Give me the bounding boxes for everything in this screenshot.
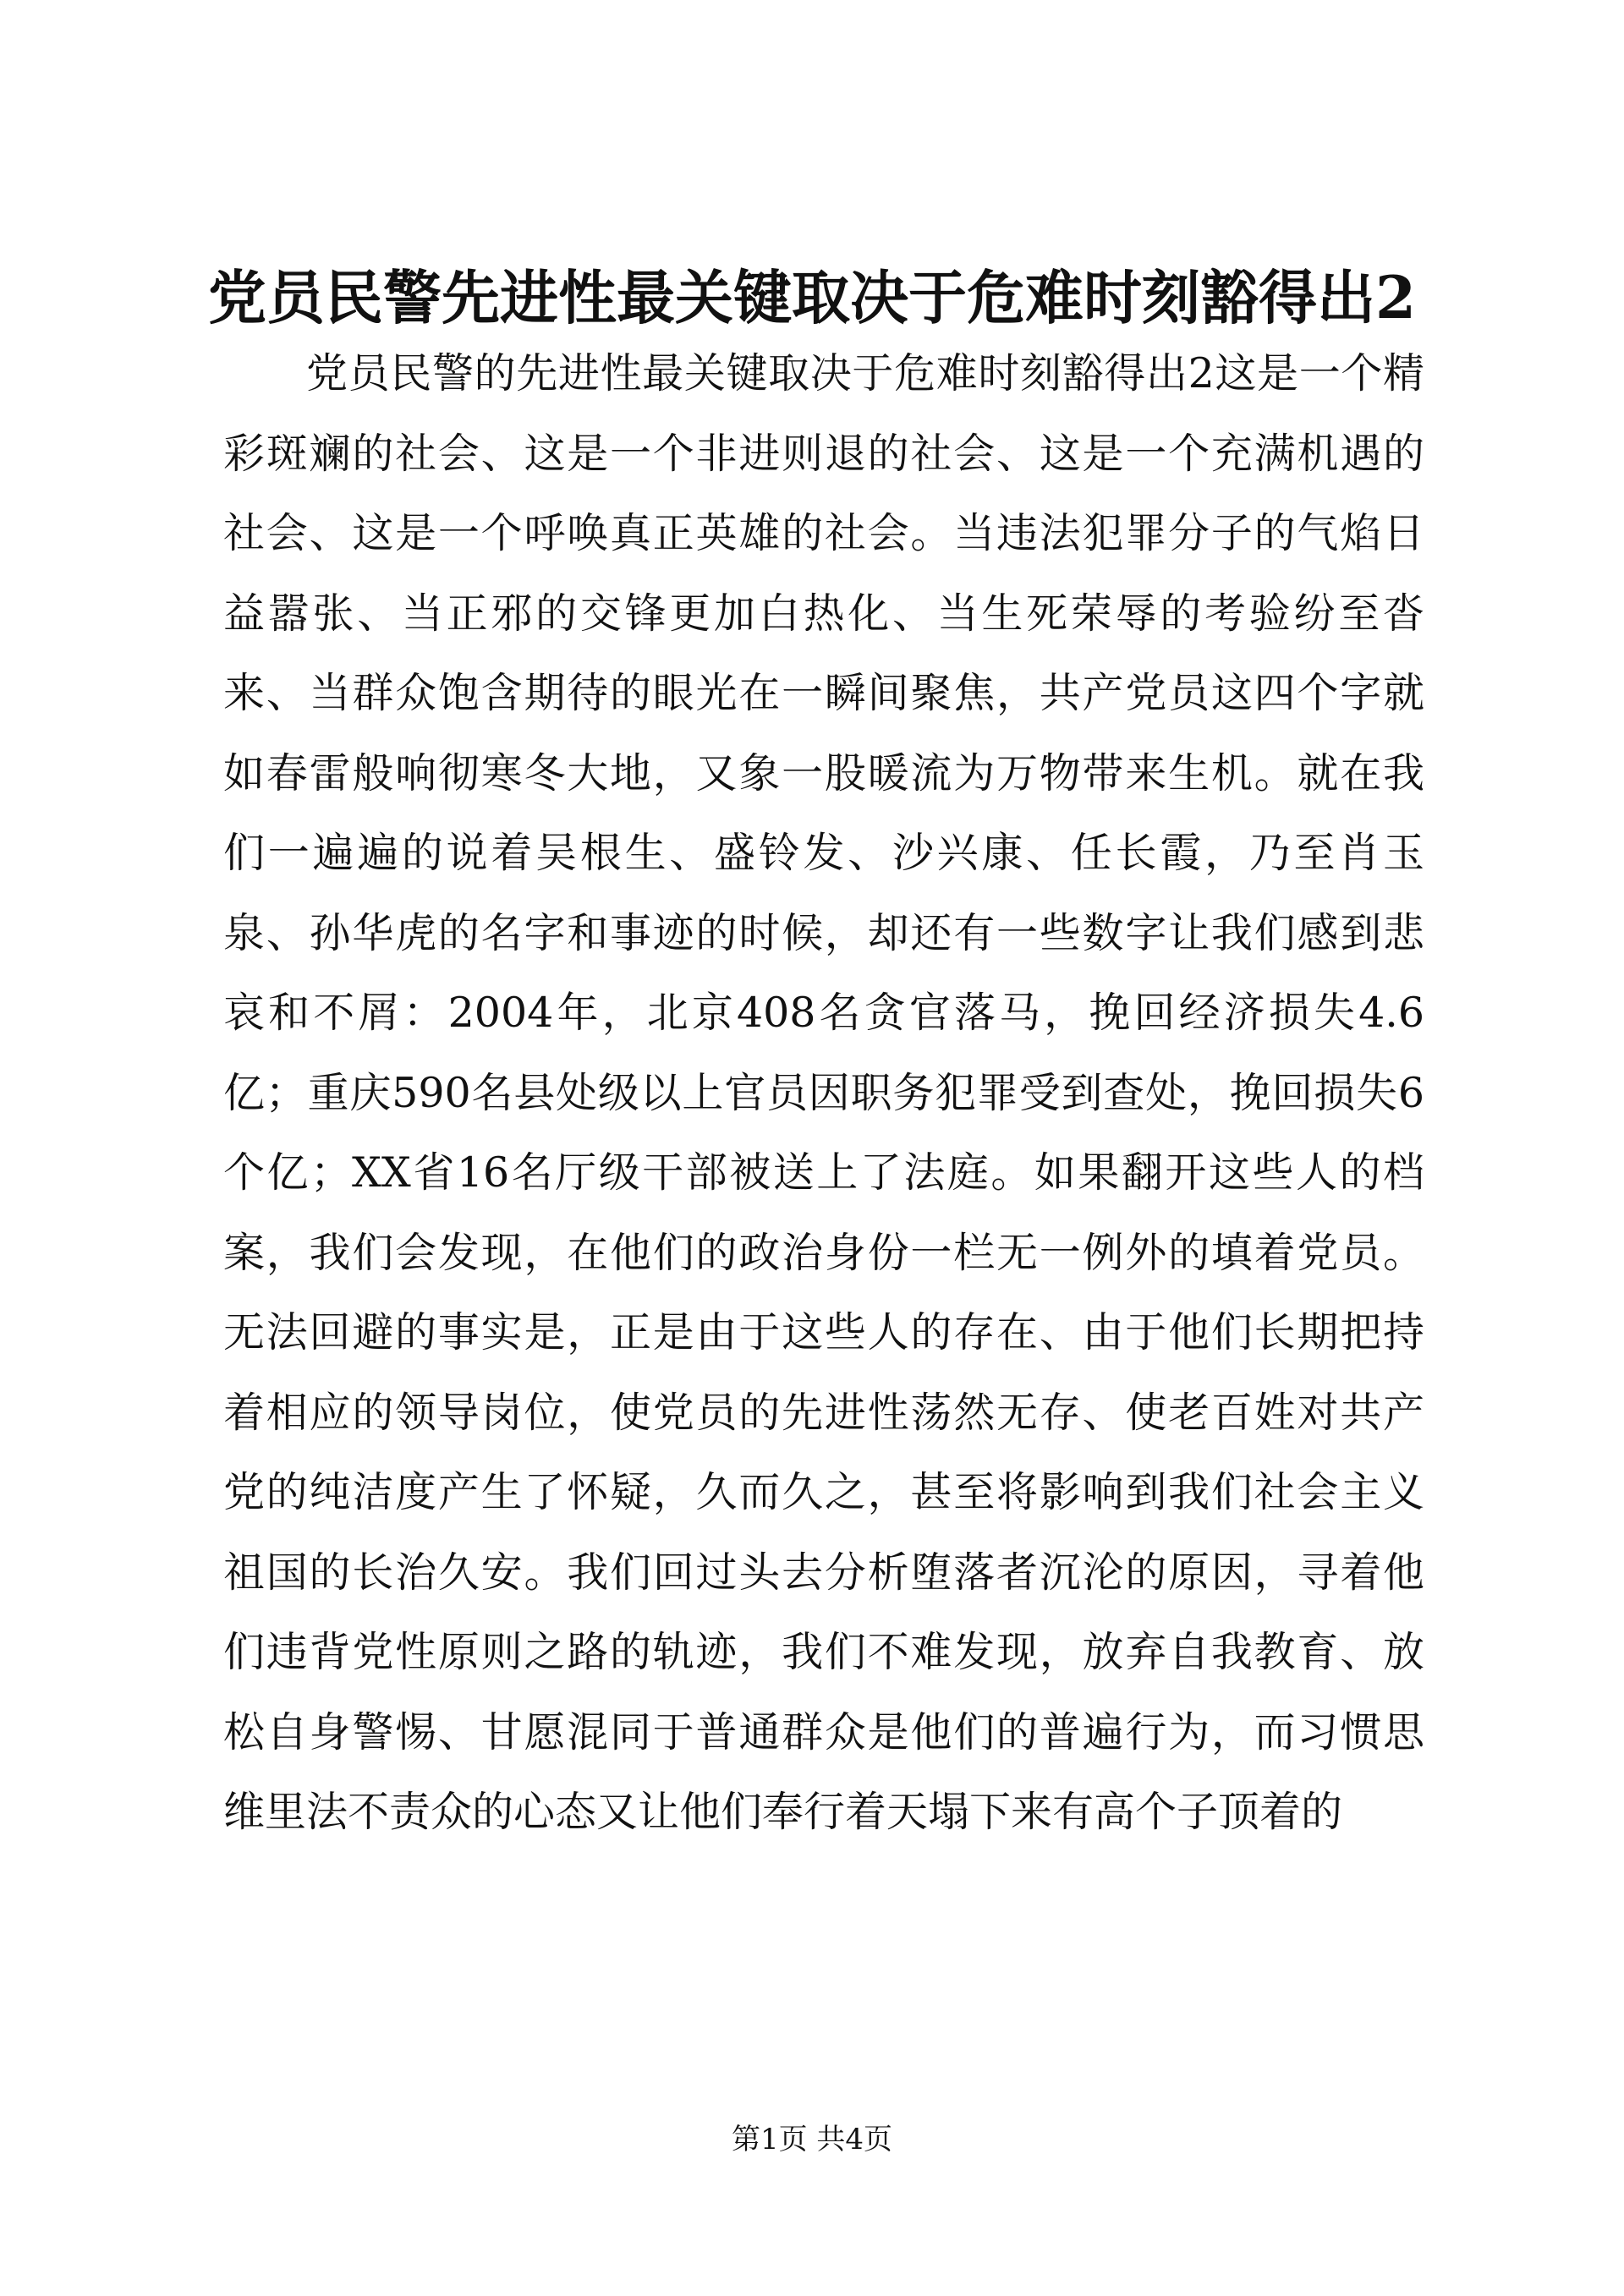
page-number-footer: 第1页 共4页 <box>731 2123 893 2156</box>
body-paragraph: 党员民警的先进性最关键取决于危难时刻豁得出2这是一个精彩斑斓的社会、这是一个非进则退的社会、这是一个充满机遇的社会、这是一个呼唤真正英雄的社会。当违法犯罪分子的气焰日益嚣张、当正邪的交锋更加白热化、当生死荣辱的考验纷至沓来、当群众饱含期待的眼光在一瞬间聚焦，共产党员这四个字就如春雷般响彻寒冬大地，又象一股暖流为万物带来生机。就在我们一遍遍的说着吴根生、盛铃发、沙兴康、任长霞，乃至肖玉泉、孙华虎的名字和事迹的时候，却还有一些数字让我们感到悲哀和不屑：2004年，北京408名贪官落马，挽回经济损失4.6亿；重庆590名县处级以上官员因职务犯罪受到查处，挽回损失6个亿；XX省16名厅级干部被送上了法庭。如果翻开这些人的档案，我们会发现，在他们的政治身份一栏无一例外的填着党员。无法回避的事实是，正是由于这些人的存在、由于他们长期把持着相应的领导岗位，使党员的先进性荡然无存、使老百姓对共产党的纯洁度产生了怀疑，久而久之，甚至将影响到我们社会主义祖国的长治久安。我们回过头去分析堕落者沉沦的原因，寻着他们违背党性原则之路的轨迹，我们不难发现，放弃自我教育、放松自身警惕、甘愿混同于普通群众是他们的普遍行为，而习惯思维里法不责众的心态又让他们奉行着天塌下来有高个子顶着的 <box>223 349 1424 1836</box>
document-title: 党员民警先进性最关键取决于危难时刻豁得出2 <box>207 264 1416 332</box>
